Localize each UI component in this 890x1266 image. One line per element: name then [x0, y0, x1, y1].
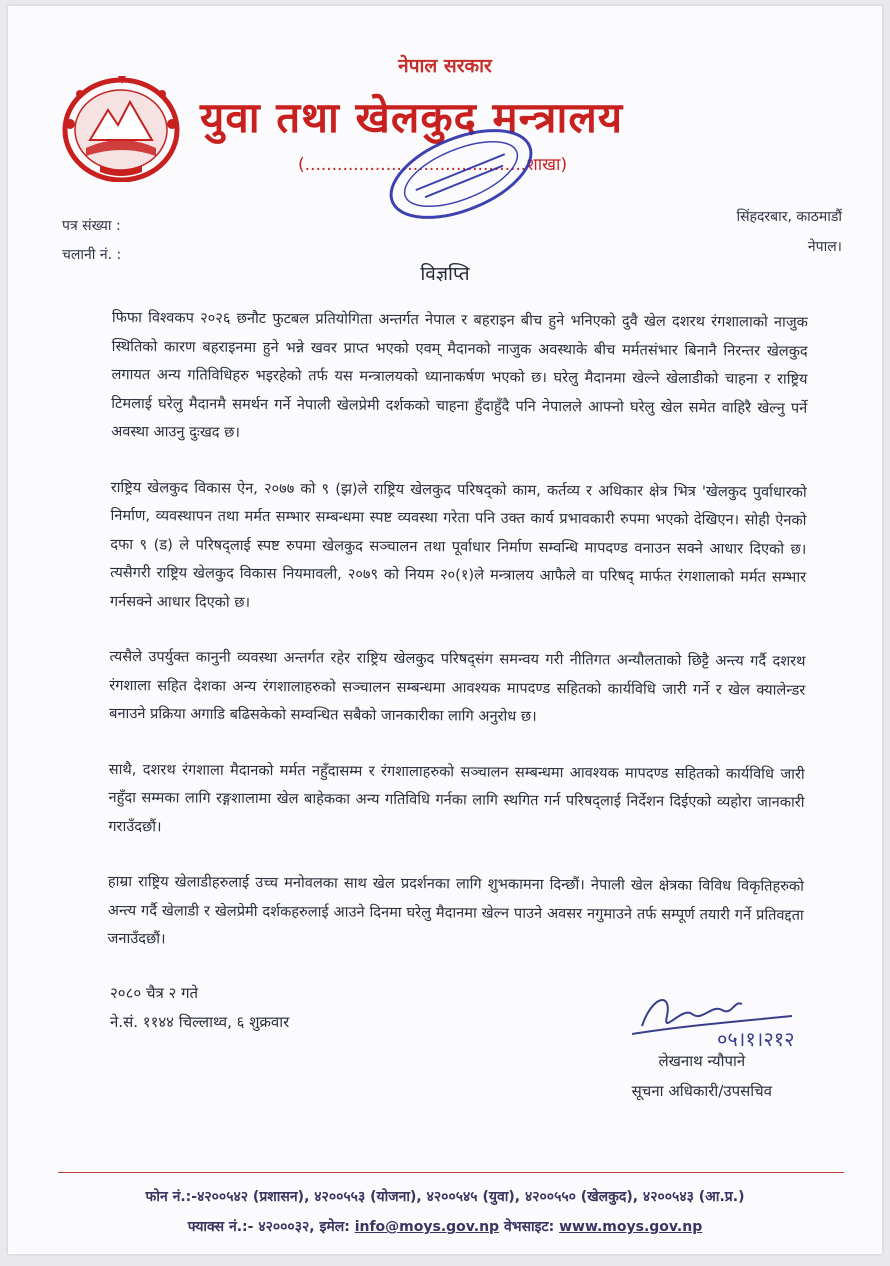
letter-page	[8, 6, 882, 1254]
signature-date: ०५।१।२१२	[717, 1027, 795, 1051]
paragraph: त्यसैले उपर्युक्त कानुनी व्यवस्था अन्तर्गत रहेर राष्ट्रिय खेलकुद परिषद्संग समन्वय गरी नीतिगत अन्यौलताको छिट्टै अन्त्य गर्दै दशरथ रंगशाला सहित देशका अन्य रंगशालाहरुको सञ्चालन सम्बन्धमा आवश्यक मापदण्ड सहितको कार्यविधि जारी गर्ने र खेल क्यालेन्डर बनाउने प्रक्रिया अगाडि बढिसकेको सम्वन्धित सबैको जानकारीका लागि अनुरोध छ।	[109, 647, 806, 725]
footer-phone-line: फोन नं.:-४२००५४२ (प्रशासन), ४२००५५३ (योजना), ४२००५४५ (युवा), ४२००५५० (खेलकुद), ४२००५४३ (आ.प्र.)	[145, 1189, 745, 1205]
notice-title: विज्ञप्ति	[420, 263, 470, 285]
address-block	[736, 202, 842, 262]
date-ns: ने.सं. ११४४ चिल्लाथ्व, ६ शुक्रवार	[110, 1013, 290, 1031]
address-line-2: नेपाल।	[807, 239, 842, 255]
paragraph: साथै, दशरथ रंगशाला मैदानको मर्मत नहुँदासम्म र रंगशालाहरुको सञ्चालन सम्बन्धमा आवश्यक मापदण्ड सहितको कार्यविधि जारी नहुँदा सम्मका लागि रङ्गशालामा खेल बाहेकका अन्य गतिविधि गर्नका लागि स्थगित गर्न परिषद्लाई निर्देशन दिईएको व्यहोरा जानकारी गराउँदछौं।	[108, 760, 805, 835]
paragraph: फिफा विश्वकप २०२६ छनौट फुटबल प्रतियोगिता अन्तर्गत नेपाल र बहराइन बीच हुने भनिएको दुवै खेल दशरथ रंगशालाको नाजुक स्थितिको कारण बहराइनमा हुने भन्ने खवर प्राप्त भएको एवम् मैदानको नाजुक अवस्थाके बीच मर्मतसंभार बिनानै निरन्तर खेलकुद लगायत अन्य गतिविधिहरु भइरहेको तर्फ यस मन्त्रालयको ध्यानाकर्षण भएको छ। घरेलु मैदानमा खेल्ने खेलाडीको चाहना र राष्ट्रिय टिमलाई घरेलु मैदानमै समर्थन गर्ने नेपाली खेलप्रेमी दर्शकको चाहना हुँदाहुँदै पनि नेपालले आफ्नो घरेलु खेल समेत वाहिरै खेल्नु पर्ने अवस्था आउनु दुःखद छ।	[111, 308, 808, 441]
signer-designation: सूचना अधिकारी/उपसचिव	[631, 1082, 772, 1100]
fax-label: फ्याक्स नं.:- ४२०००३२, इमेल:	[187, 1219, 350, 1235]
office-stamp	[373, 124, 548, 224]
government-title: नेपाल सरकार	[398, 55, 492, 77]
paragraph: हाम्रा राष्ट्रिय खेलाडीहरुलाई उच्च मनोवलका साथ खेल प्रदर्शनका लागि शुभकामना दिन्छौं। नेपाली खेल क्षेत्रका विविध विकृतिहरुको अन्त्य गर्दै खेलाडी र खेलप्रेमी दर्शकहरुलाई आउने दिनमा घरेलु मैदानमा खेल्न पाउने अवसर नगुमाउने तर्फ सम्पूर्ण तयारी गर्ने प्रतिवद्दता जनाउँदछौं।	[107, 872, 805, 948]
website-link[interactable]: www.moys.gov.np	[559, 1219, 703, 1235]
email-link[interactable]: info@moys.gov.np	[354, 1219, 500, 1235]
website-label: वेभसाइट:	[503, 1219, 555, 1235]
nepal-emblem-icon	[60, 70, 182, 182]
address-line-1: सिंहदरबार, काठमाडौं	[736, 209, 842, 225]
notice-body	[107, 304, 808, 985]
signer-block	[632, 1046, 772, 1106]
date-block	[110, 979, 289, 1037]
branch-line: (.........................................शाखा)	[298, 155, 568, 175]
signer-name: लेखनाथ न्यौपाने	[658, 1052, 746, 1070]
ministry-title: युवा तथा खेलकुद मन्त्रालय	[200, 93, 624, 142]
footer	[8, 1182, 882, 1242]
footer-contact-line	[8, 1212, 882, 1242]
dispatch-number-label: चलानी नं. :	[62, 247, 122, 263]
footer-divider	[58, 1172, 844, 1173]
paragraph: राष्ट्रिय खेलकुद विकास ऐन, २०७७ को ९ (झ)ले राष्ट्रिय खेलकुद परिषद्को काम, कर्तव्य र अधिकार क्षेत्र भित्र 'खेलकुद पुर्वाधारको निर्माण, व्यवस्थापन तथा मर्मत सम्भार सम्बन्धमा स्पष्ट व्यवस्था गरेता पनि उक्त कार्य प्रभावकारी रुपमा भएको देखिएन। सोही ऐनको दफा ९ (ड) ले परिषद्लाई स्पष्ट रुपमा खेलकुद सञ्चालन तथा पूर्वाधार निर्माण सम्वन्धि मापदण्ड वनाउन सक्ने आधार दिएको छ। त्यसैगरी राष्ट्रिय खेलकुद विकास नियमावली, २०७९ को नियम २०(१)ले मन्त्रालय आफैले वा परिषद् मार्फत रंगशालाको मर्मत सम्भार गर्नसक्ने आधार दिएको छ।	[109, 478, 807, 611]
letter-number-label: पत्र संख्या :	[62, 218, 121, 234]
date-bs: २०८० चैत्र २ गते	[110, 984, 199, 1002]
